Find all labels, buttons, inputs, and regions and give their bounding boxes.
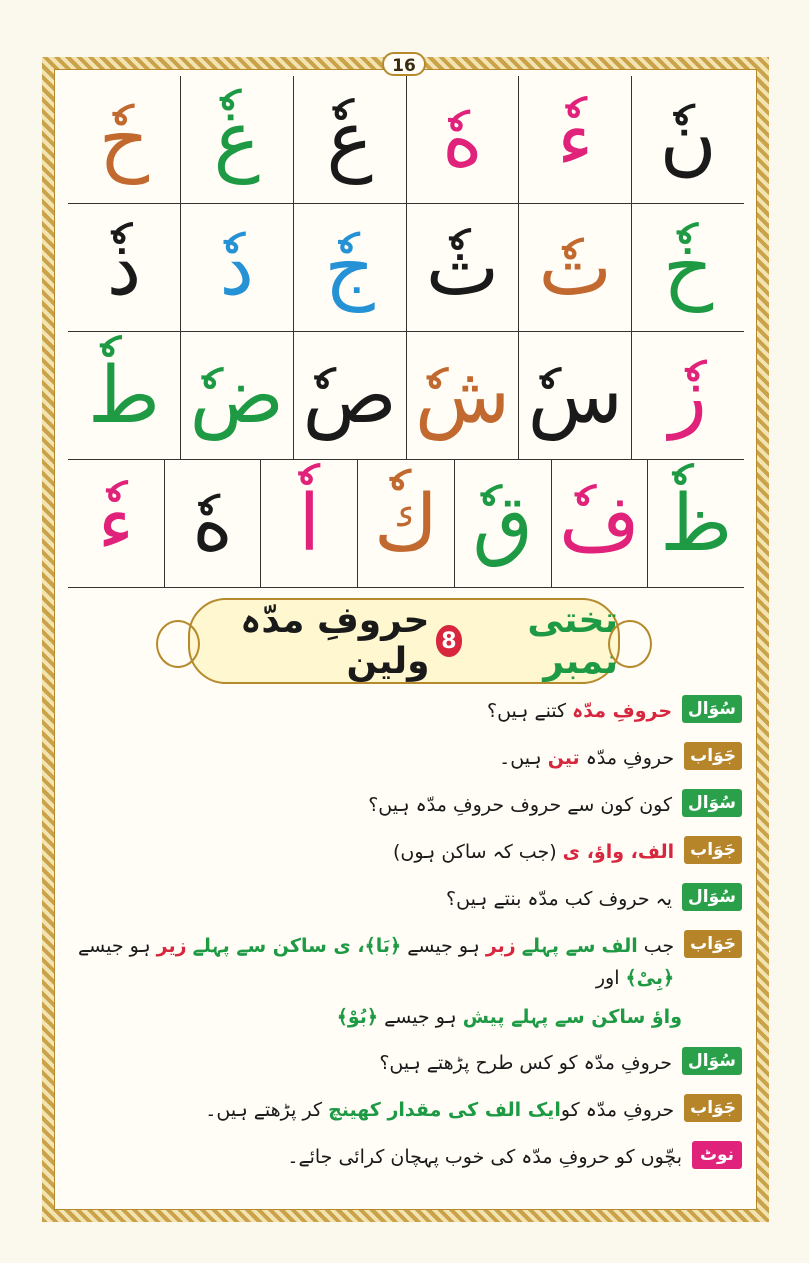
question-1 <box>70 695 742 727</box>
letter-cell: ظٗ <box>647 460 744 587</box>
answer-3-continued <box>70 1001 742 1033</box>
grid-row <box>68 460 744 588</box>
letter-cell: تٗ <box>518 204 631 331</box>
answer-2 <box>70 836 742 868</box>
lesson-banner <box>188 598 620 684</box>
letter-cell: عٗ <box>293 76 406 203</box>
letter-cell: كٗ <box>357 460 454 587</box>
letter-cell: طٗ <box>87 350 161 441</box>
question-4 <box>70 1047 742 1079</box>
answer-tag: جَوَاب <box>684 930 742 958</box>
letter-cell: شٗ <box>406 332 519 459</box>
letter-cell: سٗ <box>518 332 631 459</box>
letter-grid <box>68 76 744 586</box>
answer-text: الف، واؤ، ی (جب کہ ساکن ہوں) <box>392 841 675 863</box>
letter-cell: غٗ <box>180 76 293 203</box>
answer-tag: جَوَاب <box>684 742 742 770</box>
letter-cell: ذٗ <box>106 222 142 313</box>
letter-cell: قٗ <box>454 460 551 587</box>
letter-cell: زٗ <box>631 332 744 459</box>
letter-cell: صٗ <box>293 332 406 459</box>
note-tag: نوٹ <box>692 1141 742 1169</box>
letter-cell: دٗ <box>180 204 293 331</box>
letter-cell: فٗ <box>551 460 648 587</box>
note-text: بچّوں کو حروفِ مدّہ کی خوب پہچان کرائی جائے۔ <box>287 1146 682 1168</box>
question-answer-list <box>70 695 742 1188</box>
question-text: کون کون سے حروف حروفِ مدّہ ہیں؟ <box>368 794 673 816</box>
grid-row <box>68 332 744 460</box>
answer-text: جب الف سے پہلے زبر ہو جیسے ﴿بَا﴾، ی ساکن سے پہلے زیر ہو جیسے ﴿بِیْ﴾ اور <box>78 935 675 989</box>
letter-cell: هٗ <box>164 460 261 587</box>
question-text: حروفِ مدّہ کو کس طرح پڑھتے ہیں؟ <box>379 1052 673 1074</box>
answer-4 <box>70 1094 742 1126</box>
answer-3 <box>70 930 742 994</box>
question-text: حروفِ مدّہ کتنے ہیں؟ <box>486 700 673 722</box>
question-text: یہ حروف کب مدّہ بنتے ہیں؟ <box>446 888 673 910</box>
letter-cell: جٗ <box>293 204 406 331</box>
answer-1 <box>70 742 742 774</box>
lesson-number-badge: 8 <box>436 625 463 657</box>
question-2 <box>70 789 742 821</box>
letter-cell: ءٗ <box>518 76 631 203</box>
letter-cell: ءٗ <box>97 478 135 569</box>
question-3 <box>70 883 742 915</box>
letter-cell: هٗ <box>406 76 519 203</box>
page-number: 16 <box>382 52 426 76</box>
answer-text: حروفِ مدّہ کوایک الف کی مقدار کھینچ کر پڑھتے ہیں۔ <box>205 1099 675 1121</box>
letter-cell: نٗ <box>631 76 744 203</box>
letter-cell: ضٗ <box>180 332 293 459</box>
grid-row <box>68 204 744 332</box>
lesson-title: حروفِ مدّہ ولین <box>240 600 430 682</box>
question-tag: سُوَال <box>682 789 742 817</box>
question-tag: سُوَال <box>682 695 742 723</box>
letter-cell: خٗ <box>631 204 744 331</box>
note <box>70 1141 742 1173</box>
letter-cell: ثٗ <box>406 204 519 331</box>
answer-tag: جَوَاب <box>684 836 742 864</box>
question-tag: سُوَال <box>682 1047 742 1075</box>
lesson-label: تختی نمبر <box>527 600 618 682</box>
letter-cell: حٗ <box>98 94 150 185</box>
answer-text: واؤ ساکن سے پہلے پیش ہو جیسے ﴿بُوْ﴾ <box>336 1006 682 1028</box>
grid-row <box>68 76 744 204</box>
question-tag: سُوَال <box>682 883 742 911</box>
letter-cell: اٗ <box>260 460 357 587</box>
answer-text: حروفِ مدّہ تین ہیں۔ <box>499 747 675 769</box>
answer-tag: جَوَاب <box>684 1094 742 1122</box>
